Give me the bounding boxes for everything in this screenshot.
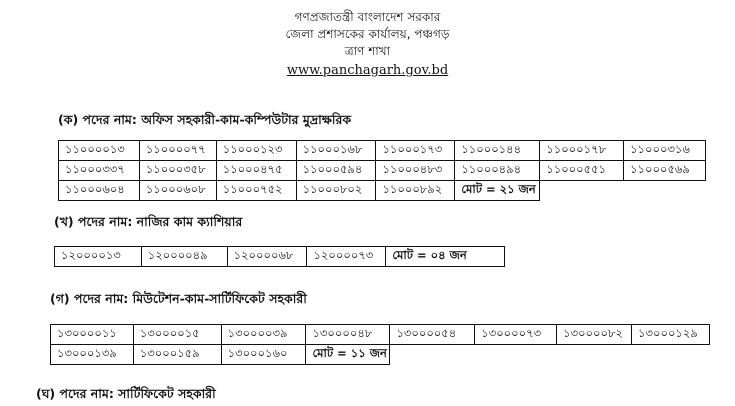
roll-number: ১১০০০৫৫১	[540, 161, 624, 181]
section-title-gha: (ঘ) পদের নাম: সার্টিফিকেট সহকারী	[36, 386, 216, 401]
roll-number: ১১০০০৪৮৩	[376, 161, 455, 181]
table-row	[55, 247, 505, 267]
roll-number: ১১০০০১৬৮	[296, 141, 376, 161]
roll-number: ১১০০০৬০৮	[139, 181, 216, 201]
roll-number: ১২০০০০১৩	[55, 247, 142, 267]
roll-number: ১১০০০৪৯৪	[455, 161, 540, 181]
roll-number: ১১০০০৩৫৮	[139, 161, 216, 181]
section-title-kha: (খ) পদের নাম: নাজির কাম ক্যাশিয়ার	[54, 214, 243, 229]
roll-number: ১১০০০৮০২	[296, 181, 376, 201]
roll-number: ১১০০০৩১৬	[624, 141, 706, 161]
roll-number: ১১০০০৭৫২	[216, 181, 296, 201]
roll-number: ১৩০০০০১৫	[133, 325, 221, 345]
roll-number: ১১০০০৮৯২	[376, 181, 455, 201]
header-government: গণপ্রজাতন্ত্রী বাংলাদেশ সরকার	[294, 10, 441, 24]
roll-number: ১১০০০০৭৭	[139, 141, 216, 161]
roll-number: ১৩০০০০৩৯	[221, 325, 306, 345]
roll-number: ১১০০০৫৬৯	[624, 161, 706, 181]
roll-number: ১১০০০৬০৪	[59, 181, 140, 201]
roll-number: ১৩০০০০৪৮	[306, 325, 390, 345]
roll-number: ১৩০০০০৮২	[557, 325, 632, 345]
roll-table-ga	[50, 324, 710, 365]
roll-table-kha	[54, 246, 505, 267]
roll-table-ka	[58, 140, 706, 201]
header-office: জেলা প্রশাসকের কার্যালয়, পঞ্চগড়	[285, 27, 450, 41]
roll-number: ১১০০০১৪৪	[455, 141, 540, 161]
table-row	[51, 345, 710, 365]
roll-number: ১৩০০০১৫৯	[133, 345, 221, 365]
roll-number: ১২০০০০৬৮	[227, 247, 307, 267]
roll-number: ১৩০০০০৭৩	[475, 325, 557, 345]
roll-number: ১৩০০০১৬০	[221, 345, 306, 365]
roll-number: ১১০০০১৭৩	[376, 141, 455, 161]
roll-number: ১৩০০০০১১	[51, 325, 134, 345]
roll-number: ১৩০০০১২৯	[632, 325, 710, 345]
roll-number: ১১০০০৪৭৫	[216, 161, 296, 181]
website-link[interactable]: www.panchagarh.gov.bd	[286, 63, 449, 78]
roll-number: ১৩০০০০৫৪	[390, 325, 475, 345]
roll-number: ১১০০০১২৩	[216, 141, 296, 161]
section-title-ga: (গ) পদের নাম: মিউটেশন-কাম-সার্টিফিকেট সহকারী	[50, 291, 307, 306]
total-count: মোট = ২১ জন	[455, 181, 540, 201]
roll-number: ১১০০০১৭৮	[540, 141, 624, 161]
total-count: মোট = ১১ জন	[306, 345, 390, 365]
table-row	[51, 325, 710, 345]
roll-number: ১৩০০০১৩৯	[51, 345, 134, 365]
roll-number: ১২০০০০৪৯	[141, 247, 227, 267]
table-row	[59, 161, 706, 181]
roll-number: ১১০০০০১৩	[59, 141, 140, 161]
table-row	[59, 141, 706, 161]
total-count: মোট = ০৪ জন	[386, 247, 505, 267]
roll-number: ১২০০০০৭৩	[307, 247, 386, 267]
roll-number: ১১০০০৫৯৪	[296, 161, 376, 181]
table-row	[59, 181, 706, 201]
roll-number: ১১০০০৩৩৭	[59, 161, 140, 181]
section-title-ka: (ক) পদের নাম: অফিস সহকারী-কাম-কম্পিউটার মুদ্রাক্ষরিক	[58, 112, 352, 127]
header-branch: ত্রাণ শাখা	[344, 44, 391, 58]
